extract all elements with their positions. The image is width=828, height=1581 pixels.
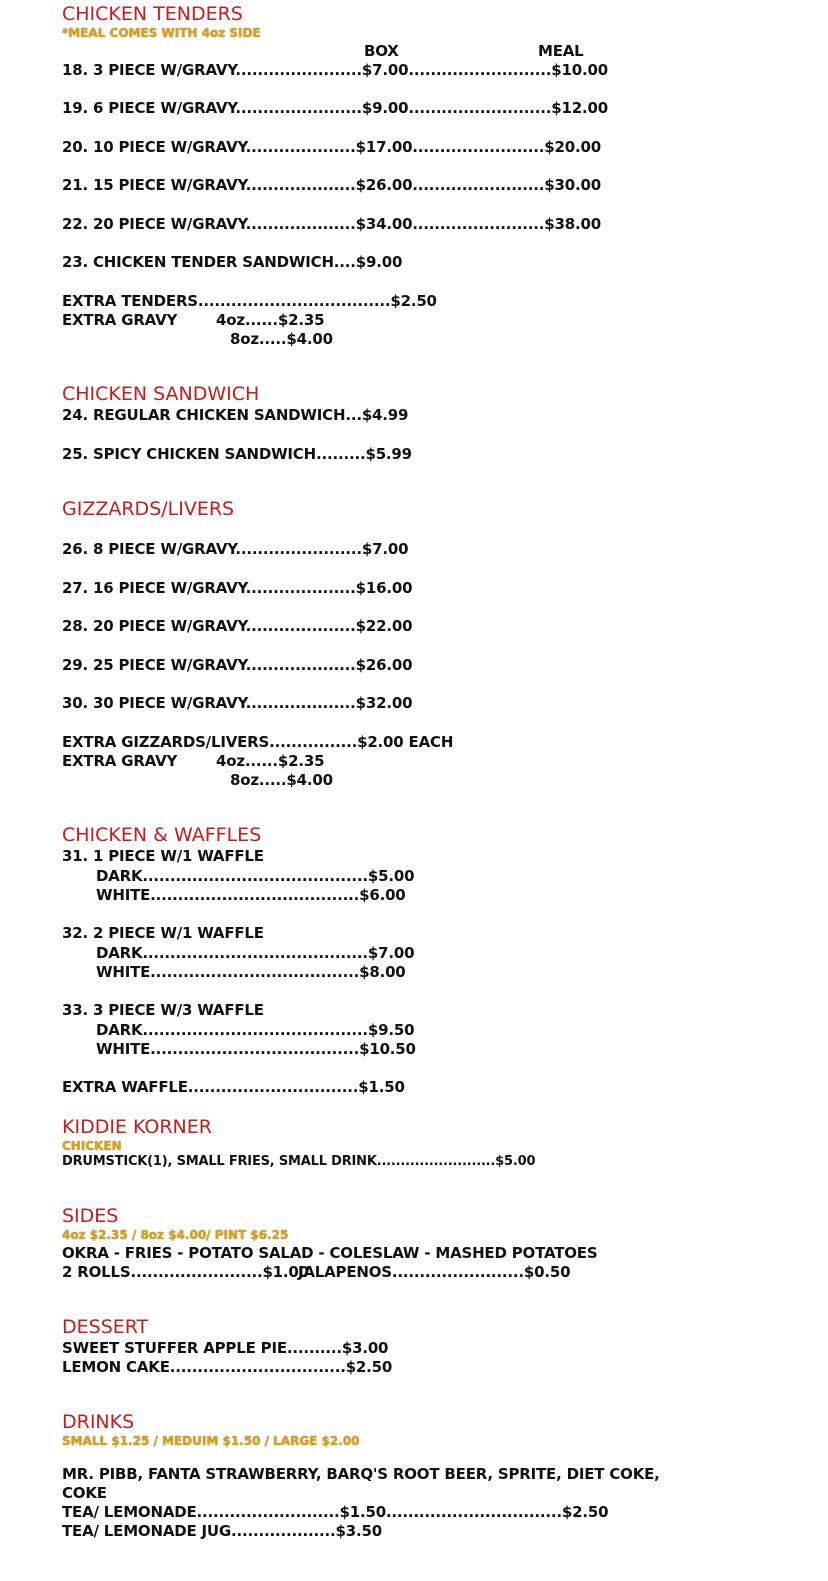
extra-tenders: EXTRA TENDERS...................................$2.50 — [62, 292, 437, 310]
waffle-white-price: WHITE......................................$6.00 — [96, 886, 406, 904]
sandwich-title: CHICKEN SANDWICH — [62, 383, 260, 405]
menu-item: 20. 10 PIECE W/GRAVY....................$17.00........................$20.00 — [62, 138, 601, 156]
menu-item: 28. 20 PIECE W/GRAVY....................$22.00 — [62, 617, 413, 635]
tenders-col-box: BOX — [364, 42, 399, 60]
kiddie-item: DRUMSTICK(1), SMALL FRIES, SMALL DRINK.........................$5.00 — [62, 1154, 536, 1169]
kiddie-title: KIDDIE KORNER — [62, 1116, 212, 1138]
waffle-dark-price: DARK.........................................$7.00 — [96, 944, 415, 962]
drinks-list: MR. PIBB, FANTA STRAWBERRY, BARQ'S ROOT BEER, SPRITE, DIET COKE, — [62, 1465, 660, 1483]
gravy-8oz: 8oz.....$4.00 — [230, 330, 333, 348]
gravy-4oz: 4oz......$2.35 — [216, 752, 325, 770]
waffle-group-name: 31. 1 PIECE W/1 WAFFLE — [62, 847, 264, 865]
menu-item: 26. 8 PIECE W/GRAVY.......................$7.00 — [62, 540, 409, 558]
tenders-title: CHICKEN TENDERS — [62, 3, 243, 25]
menu-item: 18. 3 PIECE W/GRAVY.......................$7.00..........................$10.00 — [62, 61, 608, 79]
extra-waffle: EXTRA WAFFLE...............................$1.50 — [62, 1078, 405, 1096]
drinks-list-cont: COKE — [62, 1484, 107, 1502]
menu-item: 22. 20 PIECE W/GRAVY....................$34.00........................$38.00 — [62, 215, 601, 233]
drinks-tea: TEA/ LEMONADE..........................$1.50................................$2.50 — [62, 1503, 609, 1521]
waffle-white-price: WHITE......................................$10.50 — [96, 1040, 416, 1058]
extra-gizzards: EXTRA GIZZARDS/LIVERS................$2.00 EACH — [62, 733, 454, 751]
drinks-title: DRINKS — [62, 1411, 135, 1433]
tenders-col-meal: MEAL — [538, 42, 584, 60]
gizzards-title: GIZZARDS/LIVERS — [62, 498, 235, 520]
sides-rolls: 2 ROLLS........................$1.00 — [62, 1263, 309, 1281]
dessert-title: DESSERT — [62, 1316, 149, 1338]
gravy-8oz: 8oz.....$4.00 — [230, 771, 333, 789]
sides-sub: 4oz $2.35 / 8oz $4.00/ PINT $6.25 — [62, 1228, 289, 1242]
menu-item: 25. SPICY CHICKEN SANDWICH.........$5.99 — [62, 445, 412, 463]
kiddie-sub: CHICKEN — [62, 1139, 122, 1153]
menu-item: 23. CHICKEN TENDER SANDWICH....$9.00 — [62, 253, 403, 271]
sides-title: SIDES — [62, 1205, 119, 1227]
extra-gravy-label: EXTRA GRAVY — [62, 752, 178, 770]
gravy-4oz: 4oz......$2.35 — [216, 311, 325, 329]
waffles-title: CHICKEN & WAFFLES — [62, 824, 262, 846]
sides-list: OKRA - FRIES - POTATO SALAD - COLESLAW - MASHED POTATOES — [62, 1244, 598, 1262]
waffle-group-name: 33. 3 PIECE W/3 WAFFLE — [62, 1001, 264, 1019]
menu-item: LEMON CAKE................................$2.50 — [62, 1358, 393, 1376]
extra-gravy-label: EXTRA GRAVY — [62, 311, 178, 329]
menu-item: 19. 6 PIECE W/GRAVY.......................$9.00..........................$12.00 — [62, 99, 608, 117]
drinks-jug: TEA/ LEMONADE JUG...................$3.50 — [62, 1522, 382, 1540]
waffle-white-price: WHITE......................................$8.00 — [96, 963, 406, 981]
menu-item: 24. REGULAR CHICKEN SANDWICH...$4.99 — [62, 406, 409, 424]
tenders-note: *MEAL COMES WITH 4oz SIDE — [62, 26, 261, 40]
waffle-group-name: 32. 2 PIECE W/1 WAFFLE — [62, 924, 264, 942]
waffle-dark-price: DARK.........................................$9.50 — [96, 1021, 415, 1039]
menu-item: SWEET STUFFER APPLE PIE..........$3.00 — [62, 1339, 389, 1357]
menu-item: 29. 25 PIECE W/GRAVY....................$26.00 — [62, 656, 413, 674]
drinks-sub: SMALL $1.25 / MEDUIM $1.50 / LARGE $2.00 — [62, 1434, 360, 1448]
menu-item: 27. 16 PIECE W/GRAVY....................$16.00 — [62, 579, 413, 597]
menu-item: 30. 30 PIECE W/GRAVY....................$32.00 — [62, 694, 413, 712]
sides-jalapenos: JALAPENOS........................$0.50 — [298, 1263, 571, 1281]
menu-item: 21. 15 PIECE W/GRAVY....................$26.00........................$30.00 — [62, 176, 601, 194]
waffle-dark-price: DARK.........................................$5.00 — [96, 867, 415, 885]
